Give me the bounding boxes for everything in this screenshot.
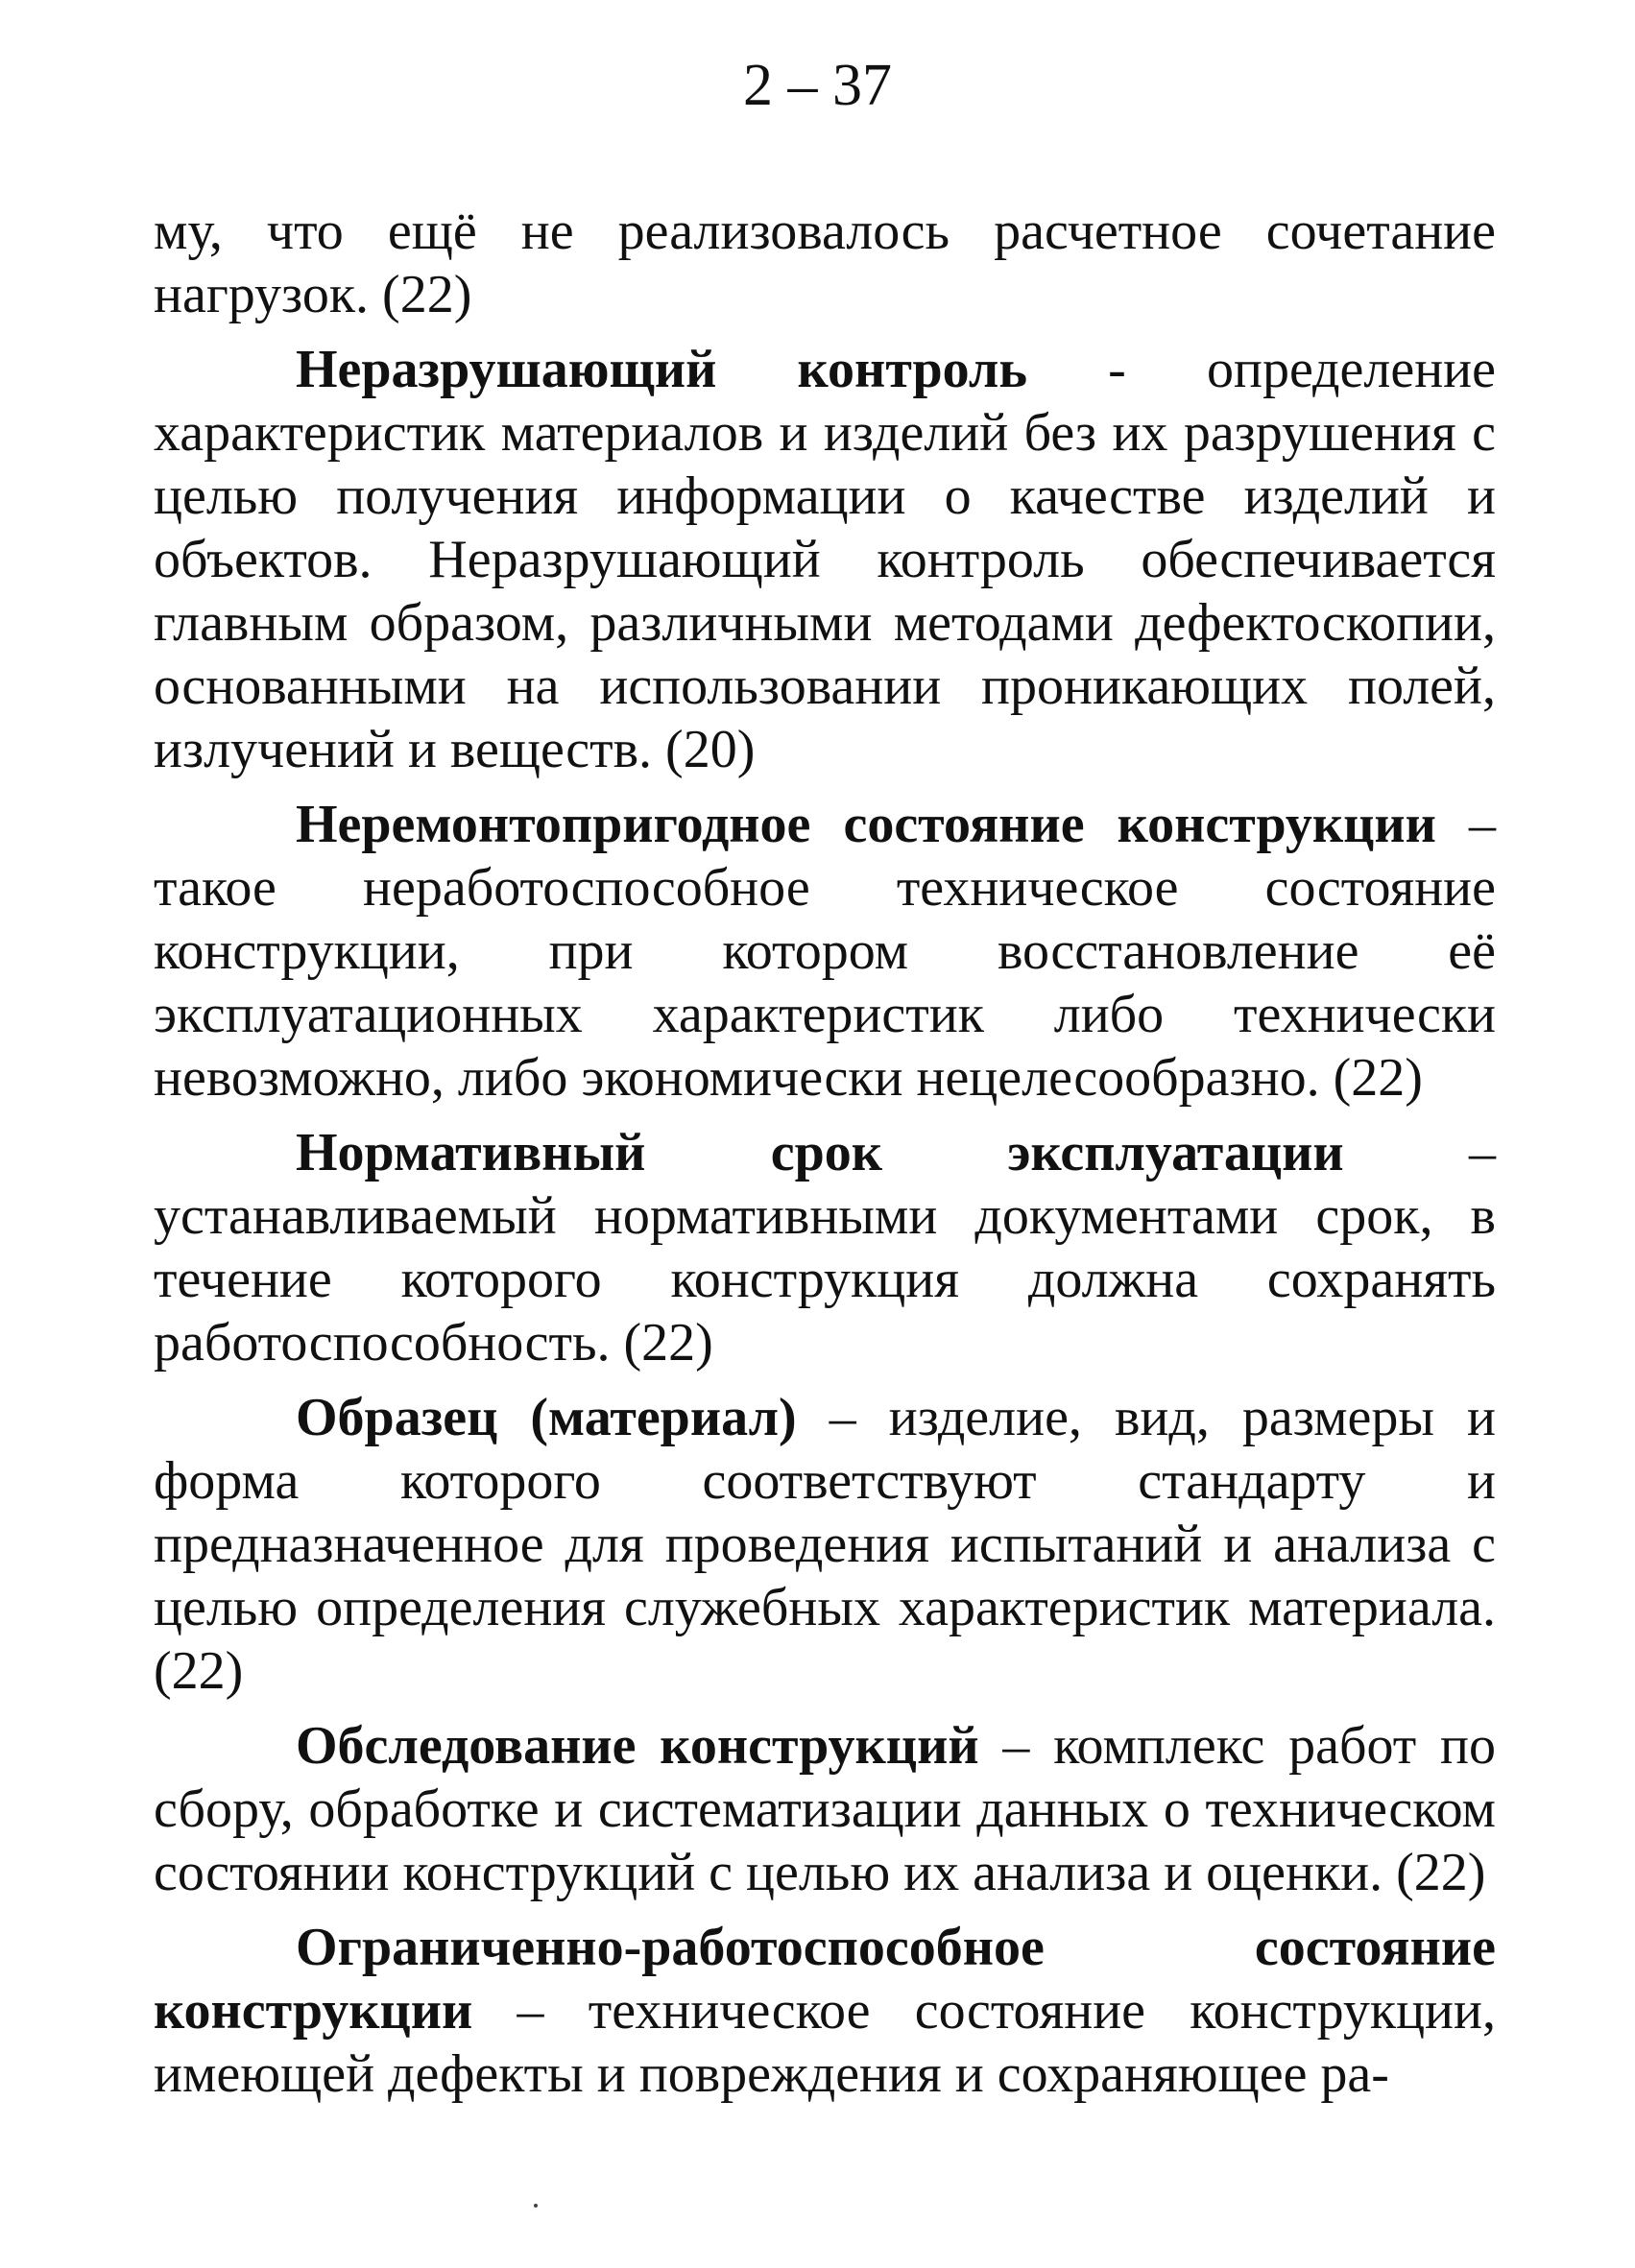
definition-text: устанавливаемый нормативными документами срок, в течение которого конструкция должна сохранять работоспособность. (22) <box>154 1186 1496 1373</box>
definition-normativnyy-srok <box>154 1121 1496 1374</box>
definition-term: Нормативный срок эксплуатации <box>296 1123 1344 1182</box>
scan-speck <box>534 2204 538 2208</box>
definition-separator: – <box>796 1388 889 1447</box>
definition-separator: – <box>978 1716 1054 1776</box>
definition-separator: – <box>1343 1123 1496 1182</box>
definition-text: такое неработоспособное техническое состояние конструкции, при котором восстановление её эксплуатационных характеристик либо технически невозможно, либо экономически нецелесообразно. (22) <box>154 858 1496 1108</box>
definition-separator: – <box>472 1981 589 2041</box>
definition-separator: - <box>1026 340 1207 399</box>
definition-obrazets <box>154 1386 1496 1703</box>
definition-text: изделие, вид, размеры и форма которого соответствуют стандарту и предназначенное для проведения испытаний и анализа с целью определения служебных характеристик материала. (22) <box>154 1388 1497 1701</box>
definition-neremontoprigodnoe-sostoyanie <box>154 793 1496 1110</box>
definition-term: Неремонтопригодное состояние конструкции <box>296 795 1436 854</box>
definition-text: техническое состояние конструкции, имеющей дефекты и повреждения и сохраняющее ра- <box>154 1981 1496 2104</box>
paragraph-text: му, что ещё не реализовалось расчетное сочетание нагрузок. (22) <box>154 202 1496 324</box>
page-body <box>154 200 1496 2106</box>
page-number: 2 – 37 <box>743 53 892 118</box>
definition-text: комплекс работ по сбору, обработке и систематизации данных о техническом состоянии конструкций с целью их анализа и оценки. (22) <box>154 1716 1496 1902</box>
definition-term: Обследование конструкций <box>296 1716 979 1776</box>
definition-term: Ограниченно-работоспособное состояние конструкции <box>154 1918 1496 2041</box>
definition-separator: – <box>1435 795 1496 854</box>
definition-obsledovanie <box>154 1714 1496 1904</box>
paragraph-continuation <box>154 200 1496 326</box>
definition-nerazrushayushchiy-kontrol <box>154 338 1496 781</box>
definition-term: Образец (материал) <box>296 1388 797 1447</box>
definition-term: Неразрушающий контроль <box>296 340 1027 399</box>
definition-text: определение характеристик материалов и изделий без их разрушения с целью получения информации о качестве изделий и объектов. Неразрушающий контроль обеспечивается главным образом, различными методами дефектоскопии, основанными на использовании проникающих полей, излучений и веществ. (20) <box>154 340 1496 779</box>
definition-ogranichenno-rabotosposobnoe <box>154 1916 1496 2106</box>
